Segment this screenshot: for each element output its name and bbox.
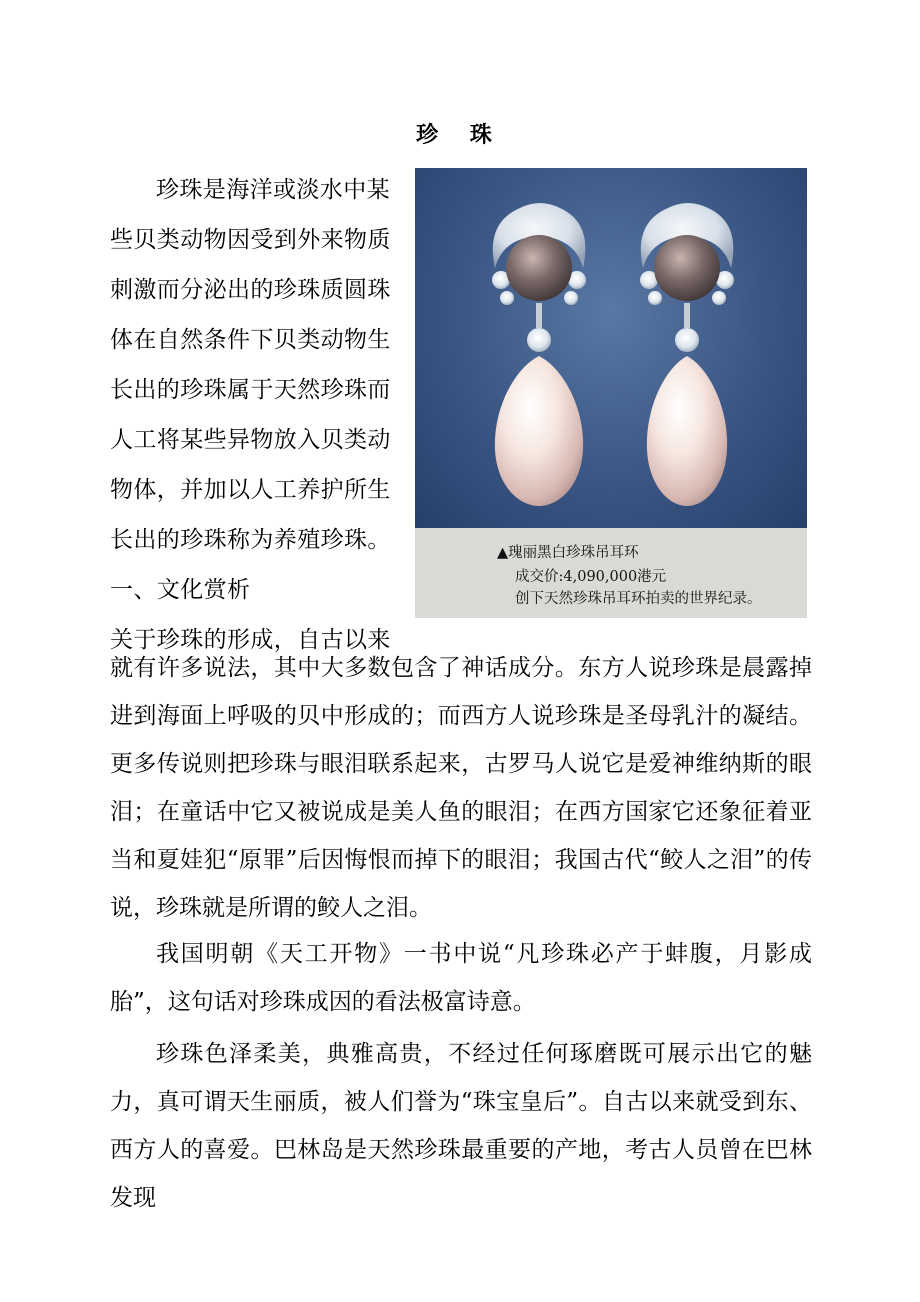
text-line: 人工将某些异物放入贝类动 (110, 427, 391, 453)
earring-left (492, 203, 586, 506)
pearl-earrings-photo (415, 168, 807, 528)
paragraph-tiangong: 我国明朝《天工开物》一书中说“凡珍珠必产于蚌腹，月影成胎”，这句话对珍珠成因的看法极富诗意。 (110, 941, 812, 1015)
text-line: 珍珠是海洋或淡水中某 (156, 177, 390, 203)
intro-wrapped-text (110, 165, 405, 665)
section-heading: 一、文化赏析 (110, 577, 251, 603)
paragraph-legends: 就有许多说法，其中大多数包含了神话成分。东方人说珍珠是晨露掉进到海面上呼吸的贝中形成的；而西方人说珍珠是圣母乳汁的凝结。更多传说则把珍珠与眼泪联系起来，古罗马人说它是爱神维纳斯的眼泪；在童话中它又被说成是美人鱼的眼泪；在西方国家它还象征着亚当和夏娃犯“原罪”后因悔恨而掉下的眼泪；我国古代“鲛人之泪”的传说，珍珠就是所谓的鲛人之泪。 (110, 655, 812, 921)
paragraph-beauty: 珍珠色泽柔美，典雅高贵，不经过任何琢磨既可展示出它的魅力，真可谓天生丽质，被人们誉为“珠宝皇后”。自古以来就受到东、西方人的喜爱。巴林岛是天然珍珠最重要的产地，考古人员曾在巴林发现 (110, 1041, 812, 1211)
earrings-illustration (415, 168, 807, 528)
caption-title: ▲瑰丽黑白珍珠吊耳环 (497, 545, 639, 561)
text-line: 体在自然条件下贝类动物生 (110, 327, 391, 353)
text-line: 些贝类动物因受到外来物质 (110, 227, 391, 253)
text-line: 刺激而分泌出的珍珠质圆珠 (110, 277, 391, 303)
caption-price: 成交价:4,090,000港元 (515, 569, 667, 585)
page-title: 珍 珠 (416, 122, 504, 148)
figure-caption (415, 528, 807, 618)
pearl-earrings-figure (415, 168, 807, 618)
caption-record: 创下天然珍珠吊耳环拍卖的世界纪录。 (515, 591, 762, 607)
text-line: 物体，并加以人工养护所生 (110, 477, 391, 503)
text-line: 长出的珍珠属于天然珍珠而 (110, 377, 391, 403)
text-line: 长出的珍珠称为养殖珍珠。 (110, 527, 391, 553)
earring-right (640, 203, 734, 506)
text-line: 关于珍珠的形成，自古以来 (110, 627, 391, 653)
